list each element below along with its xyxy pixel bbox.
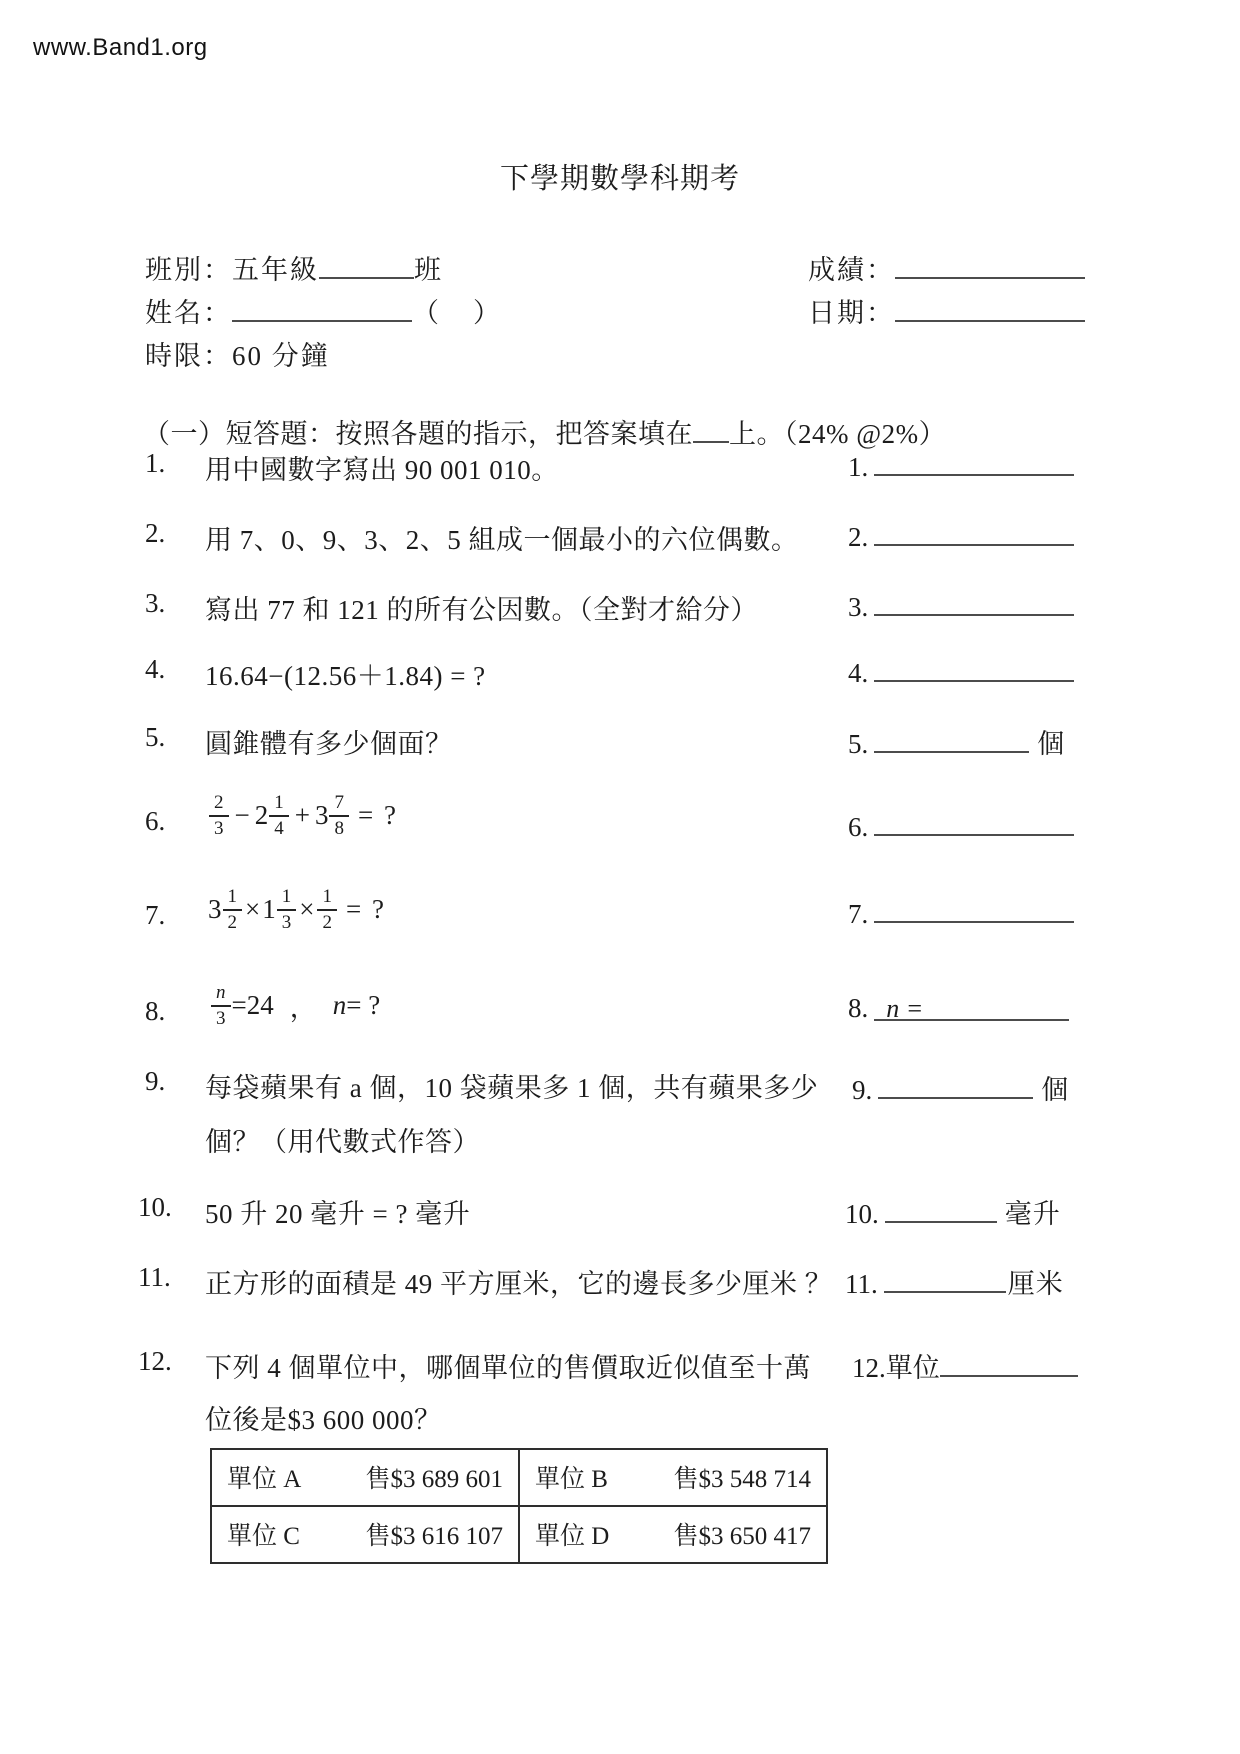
answer-row-4 — [848, 654, 1074, 689]
operator: − — [234, 800, 250, 831]
fraction-denominator: 4 — [274, 817, 284, 839]
question-text: 正方形的面積是 49 平方厘米，它的邊長多少厘米 ？ — [205, 1269, 833, 1299]
solve-for: = ? — [346, 990, 381, 1021]
question-number: 8. — [145, 996, 166, 1026]
question-text: 用 7、0、9、3、2、5 組成一個最小的六位偶數。 — [205, 525, 799, 555]
fraction — [269, 792, 289, 840]
answer-number: 6. — [848, 812, 869, 843]
answer-row-5 — [848, 722, 1065, 761]
class-label: 班別：五年級 — [145, 255, 319, 285]
section-heading — [143, 412, 946, 451]
question-number-6 — [145, 806, 165, 837]
unit-price: 售$3 650 417 — [673, 1523, 811, 1550]
question-expression-8 — [210, 982, 380, 1030]
operator: + — [294, 800, 310, 831]
question-text: 16.64−(12.56＋1.84) = ? — [205, 661, 486, 691]
answer-unit: 個 — [1037, 729, 1066, 759]
table-cell-unit-a — [212, 1450, 520, 1507]
answer-row-2 — [848, 518, 1074, 553]
fraction-numerator: 7 — [329, 792, 349, 817]
score-field — [808, 248, 1085, 287]
fraction — [317, 886, 337, 934]
fraction-numerator: 2 — [209, 792, 229, 817]
name-paren-open: （ — [412, 298, 441, 328]
question-text: 50 升 20 毫升 = ? 毫升 — [205, 1199, 471, 1229]
fraction — [277, 886, 297, 934]
table-cell-unit-b — [520, 1450, 826, 1507]
name-field — [145, 291, 502, 330]
unit-price: 售$3 689 601 — [365, 1466, 503, 1493]
answer-number: 11. — [845, 1269, 878, 1299]
operator: × — [299, 894, 315, 925]
answer-number: 10. — [845, 1199, 879, 1229]
answer-number: 8. — [848, 993, 869, 1023]
section-text-pre: （一）短答題：按照各題的指示，把答案填在 — [143, 419, 693, 449]
answer-blank — [884, 1265, 1006, 1293]
whole-number: 1 — [262, 894, 276, 925]
question-number: 7. — [145, 900, 166, 930]
answer-row-9 — [852, 1068, 1069, 1107]
name-label: 姓名： — [145, 298, 232, 328]
equals-question: = ? — [357, 800, 398, 831]
watermark-text: www.Band1.org — [33, 34, 208, 61]
question-text-line1: 每袋蘋果有 a 個，10 袋蘋果多 1 個，共有蘋果多少 — [205, 1073, 819, 1103]
whole-number: 2 — [254, 800, 269, 831]
fraction-numerator: 1 — [269, 792, 289, 817]
class-suffix: 班 — [414, 255, 443, 285]
fraction-numerator: 1 — [277, 886, 297, 911]
section-inline-blank — [693, 415, 729, 443]
exam-title: 下學期數學科期考 — [499, 163, 740, 195]
fraction-numerator: n — [211, 982, 231, 1007]
answer-number: 2. — [848, 522, 869, 553]
answer-prefix: 12.單位 — [852, 1353, 940, 1383]
answer-number: 3. — [848, 592, 869, 623]
table-cell-unit-d — [520, 1507, 826, 1562]
answer-row-10 — [845, 1192, 1061, 1231]
answer-blank — [874, 808, 1074, 836]
answer-blank — [874, 448, 1074, 476]
question-text: 寫出 77 和 121 的所有公因數。（全對才給分） — [205, 595, 758, 625]
fraction-denominator: 3 — [281, 911, 292, 933]
fraction-denominator: 8 — [334, 817, 344, 839]
question-text-line2: 個？（用代數式作答） — [205, 1127, 480, 1157]
question-number: 12. — [138, 1346, 172, 1376]
answer-row-7 — [848, 895, 1074, 930]
answer-blank — [874, 654, 1074, 682]
equals-value: =24 — [231, 990, 274, 1021]
question-text: 用中國數字寫出 90 001 010。 — [205, 455, 559, 485]
question-expression-6 — [208, 792, 398, 840]
question-number-7 — [145, 900, 165, 931]
fraction-numerator: 1 — [223, 886, 243, 911]
answer-number: 5. — [848, 729, 869, 759]
question-number: 4. — [145, 654, 166, 684]
answer-number: 1. — [848, 452, 869, 483]
fraction-denominator: 2 — [322, 911, 332, 933]
answer-blank — [874, 518, 1074, 546]
unit-label: 單位 B — [535, 1466, 608, 1493]
table-cell-unit-c — [212, 1507, 520, 1562]
answer-blank — [874, 588, 1074, 616]
operator: × — [245, 894, 261, 925]
answer-row-1 — [848, 448, 1074, 483]
variable: n — [332, 990, 347, 1021]
class-blank — [319, 251, 414, 279]
name-blank — [232, 294, 412, 322]
score-blank — [895, 251, 1085, 279]
unit-label: 單位 D — [535, 1523, 610, 1550]
fraction-denominator: 3 — [214, 817, 224, 839]
question-expression-7 — [208, 886, 386, 934]
question-number: 9. — [145, 1066, 166, 1096]
answer-row-12 — [852, 1346, 1078, 1385]
question-number: 3. — [145, 588, 166, 618]
section-text-post: 上。（24% @2%） — [729, 419, 947, 449]
units-table — [210, 1448, 828, 1564]
question-number: 2. — [145, 518, 166, 548]
question-number: 1. — [145, 448, 166, 478]
unit-label: 單位 C — [227, 1523, 300, 1550]
answer-blank — [940, 1349, 1078, 1377]
answer-row-11 — [845, 1262, 1064, 1301]
answer-number: 9. — [852, 1075, 873, 1105]
fraction — [329, 792, 349, 840]
whole-number: 3 — [208, 894, 222, 925]
unit-price: 售$3 548 714 — [673, 1466, 811, 1493]
unit-label: 單位 A — [227, 1466, 302, 1493]
answer-blank: n = — [874, 994, 1069, 1021]
answer-unit: 個 — [1041, 1075, 1070, 1105]
question-number: 6. — [145, 806, 166, 836]
question-number: 11. — [138, 1262, 171, 1292]
comma: ， — [289, 993, 317, 1024]
fraction — [211, 982, 231, 1030]
question-number: 5. — [145, 722, 166, 752]
answer-row-6 — [848, 808, 1074, 843]
question-number: 10. — [138, 1192, 172, 1222]
fraction — [223, 886, 243, 934]
date-field — [808, 291, 1085, 330]
whole-number: 3 — [314, 800, 329, 831]
equals-question: = ? — [345, 894, 386, 925]
answer-row-3 — [848, 588, 1074, 623]
question-number-8 — [145, 996, 165, 1027]
fraction — [209, 792, 229, 840]
score-label: 成績： — [808, 255, 895, 285]
question-text: 圓錐體有多少個面？ — [205, 729, 453, 759]
answer-blank — [874, 725, 1029, 753]
question-text-line2: 位後是$3 600 000？ — [205, 1405, 442, 1435]
answer-number: 7. — [848, 899, 869, 930]
class-field — [145, 248, 443, 287]
question-text-line1: 下列 4 個單位中，哪個單位的售價取近似值至十萬 — [205, 1353, 811, 1383]
answer-row-8 — [848, 993, 1069, 1024]
fraction-denominator: 3 — [216, 1007, 226, 1029]
answer-unit: 毫升 — [1004, 1199, 1061, 1229]
answer-blank — [885, 1195, 997, 1223]
date-blank — [895, 294, 1085, 322]
time-limit: 時限：60 分鐘 — [145, 341, 330, 371]
answer-blank — [878, 1071, 1033, 1099]
answer-unit: 厘米 — [1007, 1269, 1064, 1299]
fraction-numerator: 1 — [317, 886, 337, 911]
answer-number: 4. — [848, 658, 869, 689]
unit-price: 售$3 616 107 — [365, 1523, 503, 1550]
fraction-denominator: 2 — [227, 911, 237, 933]
date-label: 日期： — [808, 298, 895, 328]
name-paren-close: ） — [473, 298, 502, 328]
answer-blank — [874, 895, 1074, 923]
